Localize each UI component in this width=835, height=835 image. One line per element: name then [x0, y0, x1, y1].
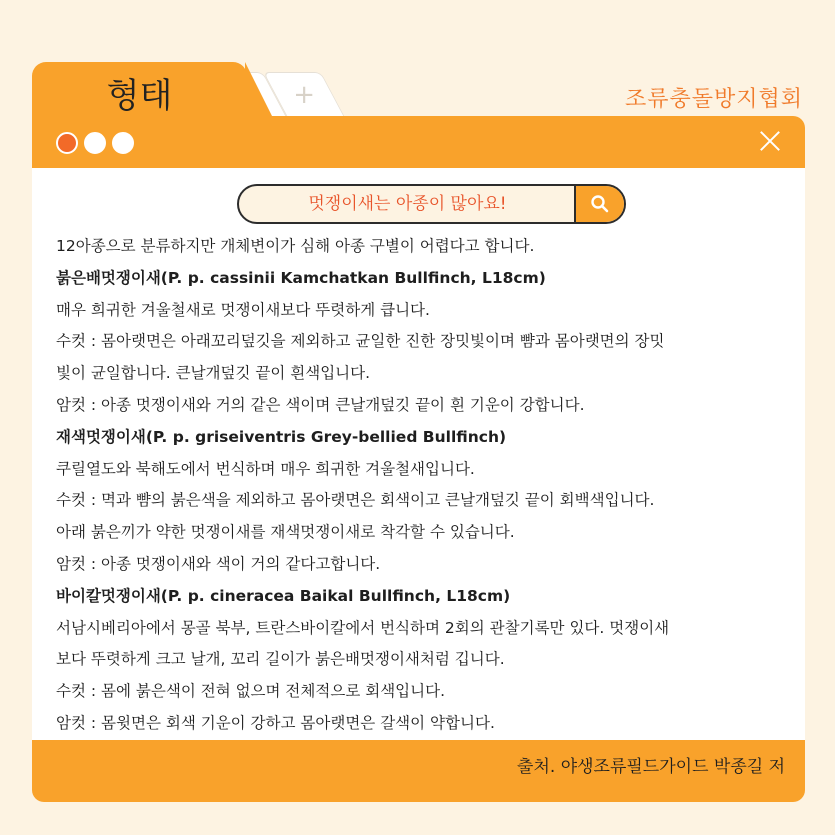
browser-window — [32, 116, 805, 802]
text-line: 매우 희귀한 겨울철새로 멋쟁이새보다 뚜렷하게 큽니다. — [56, 300, 430, 319]
search-text: 멋쟁이새는 아종이 많아요! — [308, 194, 507, 214]
organization-name: 조류충돌방지협회 — [624, 87, 803, 112]
search-icon — [590, 194, 610, 214]
text-line: 빛이 균일합니다. 큰날개덮깃 끝이 흰색입니다. — [56, 364, 371, 383]
text-line: 암컷 : 아종 멋쟁이새와 거의 같은 색이며 큰날개덮깃 끝이 흰 기운이 강합니다. — [56, 395, 585, 414]
text-line: 서남시베리아에서 몽골 북부, 트란스바이칼에서 번식하며 2회의 관찰기록만 있다. 멋쟁이새 — [56, 618, 670, 637]
text-line: 수컷 : 몸에 붉은색이 전혀 없으며 전체적으로 회색입니다. — [56, 682, 446, 701]
close-icon[interactable] — [757, 128, 783, 154]
active-tab[interactable] — [32, 62, 247, 122]
text-line: 수컷 : 몸아랫면은 아래꼬리덮깃을 제외하고 균일한 진한 장밋빛이며 뺨과 몸아랫면의 장밋 — [56, 332, 665, 351]
text-line: 암컷 : 아종 멋쟁이새와 색이 거의 같다고합니다. — [56, 554, 381, 573]
search-button[interactable] — [574, 186, 624, 222]
text-line: 수컷 : 멱과 뺨의 붉은색을 제외하고 몸아랫면은 회색이고 큰날개덮깃 끝이 회백색입니다. — [56, 491, 655, 510]
content-area — [32, 168, 805, 740]
text-line: 아래 붉은끼가 약한 멋쟁이새를 재색멋쟁이새로 착각할 수 있습니다. — [56, 523, 515, 542]
source-citation: 출처. 야생조류필드가이드 박종길 저 — [517, 757, 785, 777]
plus-icon: + — [293, 80, 316, 110]
tab-title: 형태 — [106, 76, 173, 116]
search-bar[interactable] — [237, 184, 626, 224]
window-dot-white[interactable] — [84, 132, 106, 154]
text-line: 쿠릴열도와 북해도에서 번식하며 매우 희귀한 겨울철새입니다. — [56, 459, 475, 478]
window-dot-white[interactable] — [112, 132, 134, 154]
description-text — [56, 231, 804, 740]
subspecies-heading: 바이칼멋쟁이새(P. p. cineracea Baikal Bullfinch, L18cm) — [56, 586, 511, 605]
window-dot-red[interactable] — [56, 132, 78, 154]
subspecies-heading: 붉은배멋쟁이새(P. p. cassinii Kamchatkan Bullfinch, L18cm) — [56, 268, 546, 287]
text-line: 암컷 : 몸윗면은 회색 기운이 강하고 몸아랫면은 갈색이 약합니다. — [56, 713, 495, 732]
window-controls — [56, 132, 135, 154]
subspecies-heading: 재색멋쟁이새(P. p. griseiventris Grey-bellied Bullfinch) — [56, 427, 507, 446]
text-line: 보다 뚜렷하게 크고 날개, 꼬리 길이가 붉은배멋쟁이새처럼 깁니다. — [56, 650, 505, 669]
text-line: 12아종으로 분류하지만 개체변이가 심해 아종 구별이 어렵다고 합니다. — [56, 237, 535, 255]
